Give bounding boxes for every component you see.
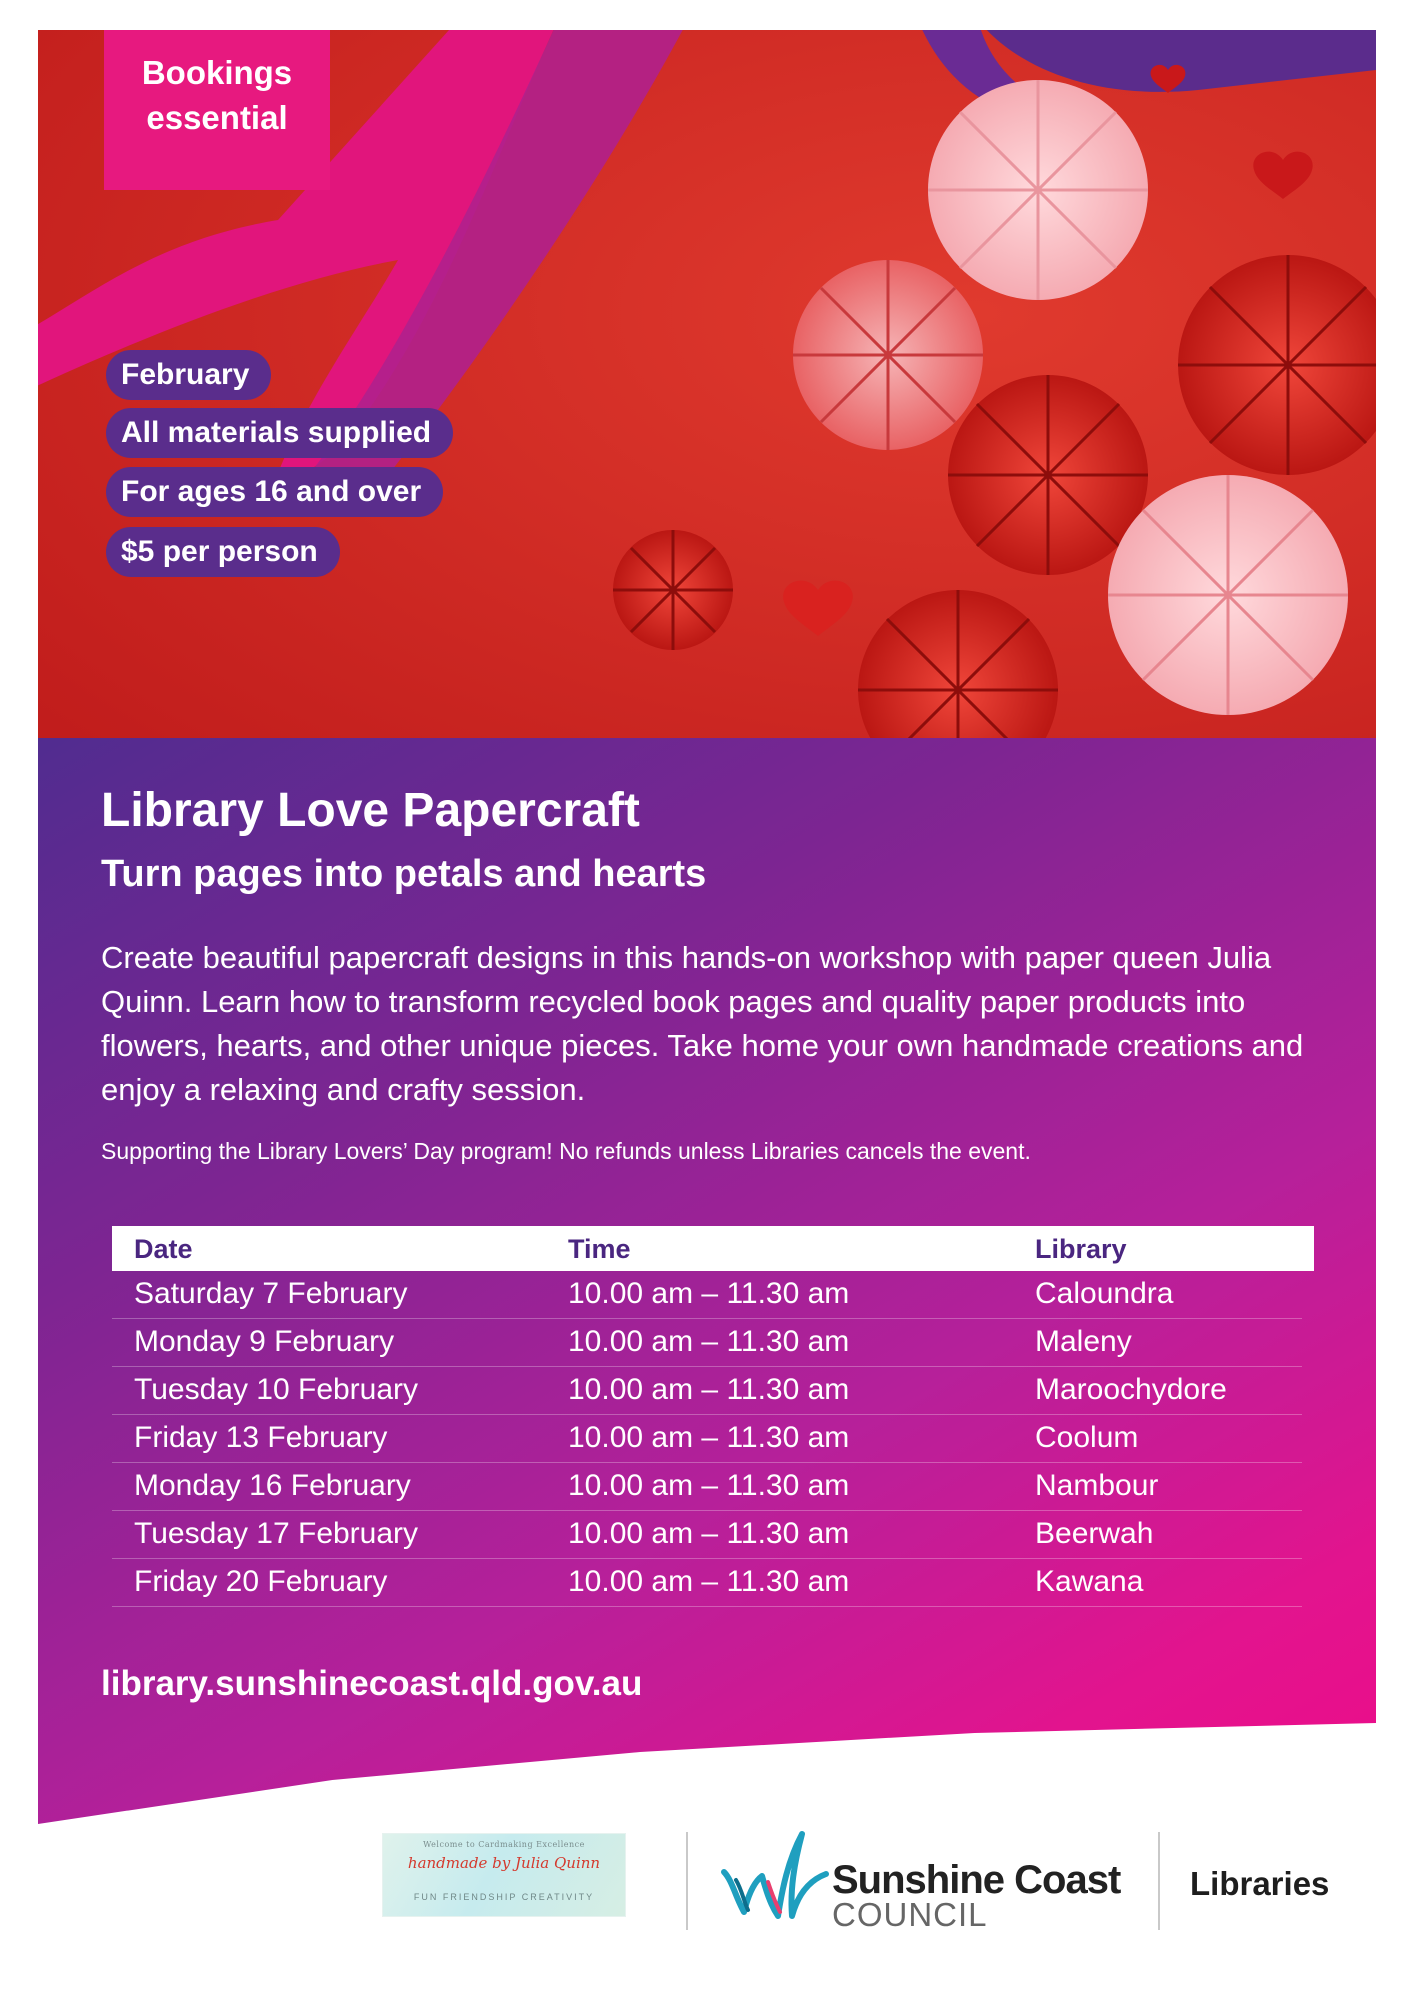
row-date: Monday 16 February: [134, 1469, 411, 1502]
council-name: Sunshine Coast: [832, 1858, 1121, 1902]
row-library: Maroochydore: [1035, 1373, 1227, 1406]
julia-quinn-logo: [382, 1833, 626, 1917]
row-date: Monday 9 February: [134, 1325, 395, 1358]
row-time: 10.00 am – 11.30 am: [568, 1325, 850, 1358]
logo-divider: [1158, 1832, 1160, 1930]
event-subtitle: Turn pages into petals and hearts: [101, 853, 707, 895]
julia-logo-name: handmade by Julia Quinn: [407, 1854, 601, 1872]
badge-line-2: essential: [146, 99, 288, 136]
website-link[interactable]: library.sunshinecoast.qld.gov.au: [101, 1664, 643, 1703]
schedule-table-body: [112, 1271, 1302, 1607]
pill-month: February: [106, 350, 271, 400]
row-date: Tuesday 17 February: [134, 1517, 419, 1550]
paper-flower-icon: [948, 375, 1148, 575]
event-note: Supporting the Library Lovers’ Day program! No refunds unless Libraries cancels the event.: [101, 1138, 1031, 1164]
header-date: Date: [134, 1234, 193, 1264]
paper-flower-icon: [1108, 475, 1348, 715]
libraries-label: Libraries: [1190, 1865, 1330, 1902]
row-time: 10.00 am – 11.30 am: [568, 1373, 850, 1406]
schedule-table-header: [112, 1226, 1314, 1271]
sunshine-coast-logo-icon: [718, 1820, 833, 1928]
header-library: Library: [1035, 1234, 1127, 1264]
row-library: Maleny: [1035, 1325, 1132, 1358]
row-time: 10.00 am – 11.30 am: [568, 1421, 850, 1454]
row-time: 10.00 am – 11.30 am: [568, 1565, 850, 1598]
paper-flower-icon: [613, 530, 733, 650]
paper-flower-icon: [928, 80, 1148, 300]
paper-flower-icon: [793, 260, 983, 450]
row-library: Nambour: [1035, 1469, 1159, 1502]
row-date: Saturday 7 February: [134, 1277, 408, 1310]
table-row: [112, 1559, 1302, 1607]
row-time: 10.00 am – 11.30 am: [568, 1517, 850, 1550]
row-date: Tuesday 10 February: [134, 1373, 419, 1406]
table-row: [112, 1463, 1302, 1511]
council-sub: COUNCIL: [832, 1896, 988, 1933]
row-library: Caloundra: [1035, 1277, 1174, 1310]
bookings-essential-badge: [104, 30, 330, 190]
event-description: Create beautiful papercraft designs in this hands-on workshop with paper queen Julia Quinn. Learn how to transform recycled book pages and quality paper products into flowers, hearts, and other unique pieces. Take home your own handmade creations and enjoy a relaxing and crafty session.: [101, 940, 1304, 1107]
event-title: Library Love Papercraft: [101, 784, 640, 837]
row-date: Friday 20 February: [134, 1565, 388, 1598]
row-date: Friday 13 February: [134, 1421, 388, 1454]
table-row: [112, 1367, 1302, 1415]
row-library: Kawana: [1035, 1565, 1144, 1598]
row-time: 10.00 am – 11.30 am: [568, 1277, 850, 1310]
row-time: 10.00 am – 11.30 am: [568, 1469, 850, 1502]
logo-divider: [686, 1832, 688, 1930]
pill-ages: For ages 16 and over: [106, 467, 443, 517]
pill-price: $5 per person: [106, 527, 340, 577]
row-library: Coolum: [1035, 1421, 1139, 1454]
julia-logo-tagline: Welcome to Cardmaking Excellence: [423, 1840, 585, 1849]
row-library: Beerwah: [1035, 1517, 1154, 1550]
header-time: Time: [568, 1234, 631, 1264]
table-row: [112, 1511, 1302, 1559]
table-row: [112, 1415, 1302, 1463]
table-row: [112, 1271, 1302, 1319]
badge-line-1: Bookings: [141, 54, 293, 92]
pill-materials: All materials supplied: [106, 408, 453, 458]
julia-logo-values: FUN FRIENDSHIP CREATIVITY: [413, 1892, 595, 1902]
table-row: [112, 1319, 1302, 1367]
